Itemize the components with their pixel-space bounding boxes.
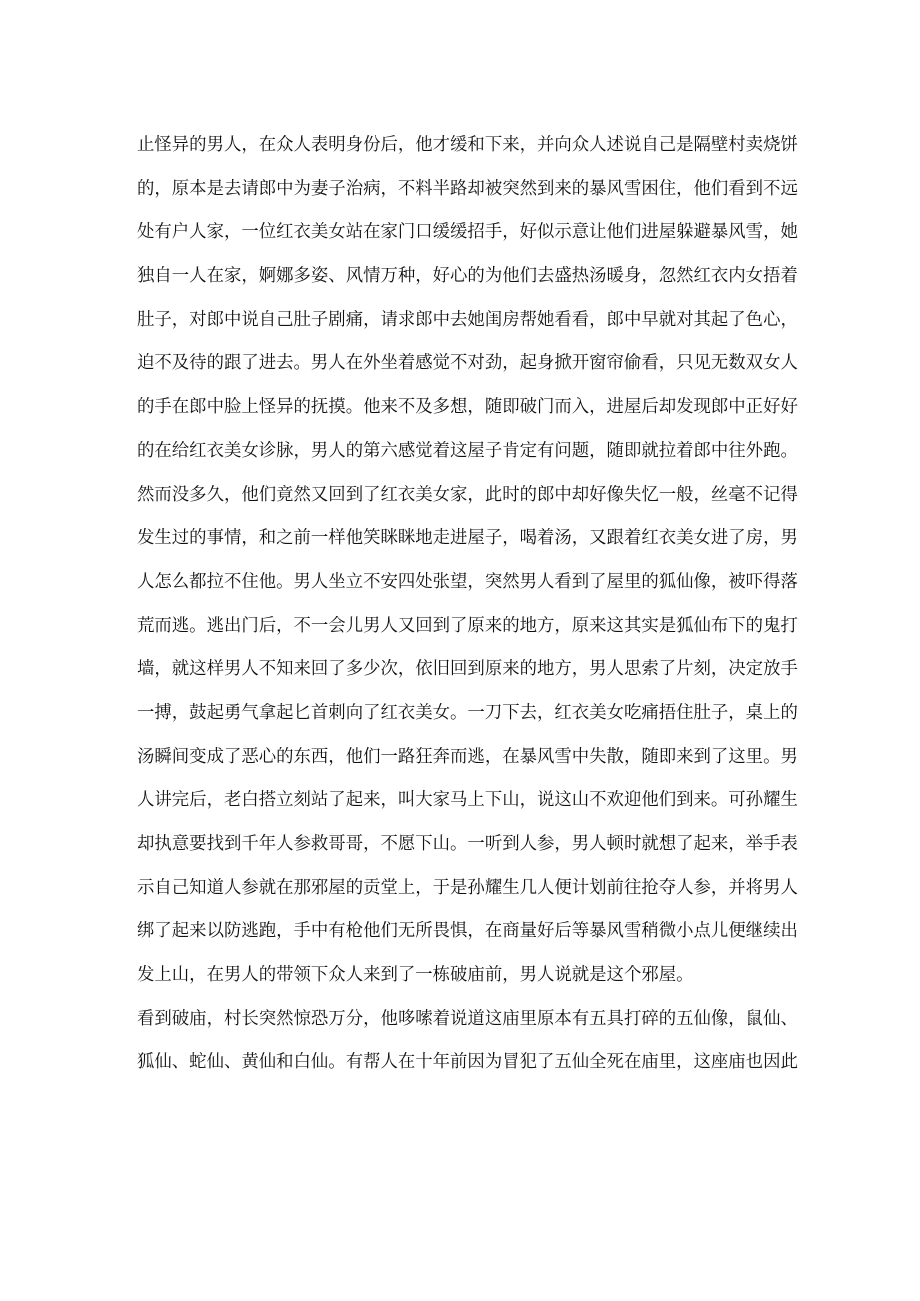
text-line: 止怪异的男人，在众人表明身份后，他才缓和下来，并向众人述说自己是隔壁村卖烧饼	[137, 135, 798, 155]
text-line: 独自一人在家，婀娜多姿、风情万种，好心的为他们去盛热汤暖身，忽然红衣内女捂着	[137, 266, 798, 287]
text-line: 处有户人家，一位红衣美女站在家门口缓缓招手，好似示意让他们进屋躲避暴风雪，她	[137, 222, 798, 243]
text-line: 荒而逃。逃出门后，不一会儿男人又回到了原来的地方，原来这其实是狐仙布下的鬼打	[137, 615, 798, 636]
text-line: 一搏，鼓起勇气拿起匕首刺向了红衣美女。一刀下去，红衣美女吃痛捂住肚子，桌上的	[137, 702, 798, 723]
text-line: 示自己知道人参就在那邪屋的贡堂上，于是孙耀生几人便计划前往抢夺人参，并将男人	[137, 877, 798, 898]
text-line: 绑了起来以防逃跑，手中有枪他们无所畏惧，在商量好后等暴风雪稍微小点儿便继续出	[137, 921, 798, 942]
text-line: 汤瞬间变成了恶心的东西，他们一路狂奔而逃，在暴风雪中失散，随即来到了这里。男	[137, 746, 798, 767]
text-line: 发上山，在男人的带领下众人来到了一栋破庙前，男人说就是这个邪屋。	[137, 965, 694, 986]
text-line: 的在给红衣美女诊脉，男人的第六感觉着这屋子肯定有问题，随即就拉着郎中往外跑。	[137, 440, 798, 461]
text-line: 然而没多久，他们竟然又回到了红衣美女家，此时的郎中却好像失忆一般，丝毫不记得	[137, 484, 798, 505]
text-line: 肚子，对郎中说自己肚子剧痛，请求郎中去她闺房帮她看看，郎中早就对其起了色心，	[137, 309, 798, 330]
text-line: 人怎么都拉不住他。男人坐立不安四处张望，突然男人看到了屋里的狐仙像，被吓得落	[137, 571, 798, 592]
text-line: 迫不及待的跟了进去。男人在外坐着感觉不对劲，起身掀开窗帘偷看，只见无数双女人	[137, 353, 798, 374]
paragraph-1	[137, 124, 797, 474]
text-line: 发生过的事情，和之前一样他笑眯眯地走进屋子，喝着汤，又跟着红衣美女进了房，男	[137, 528, 798, 549]
text-line: 却执意要找到千年人参救哥哥，不愿下山。一听到人参，男人顿时就想了起来，举手表	[137, 834, 798, 854]
text-line: 的，原本是去请郎中为妻子治病，不料半路却被突然到来的暴风雪困住，他们看到不远	[137, 178, 798, 199]
text-line: 看到破庙，村长突然惊恐万分，他哆嗦着说道这庙里原本有五具打碎的五仙像，鼠仙、	[137, 1008, 798, 1029]
document-body	[137, 124, 797, 1085]
text-line: 狐仙、蛇仙、黄仙和白仙。有帮人在十年前因为冒犯了五仙全死在庙里，这座庙也因此	[137, 1052, 798, 1073]
text-line: 墙，就这样男人不知来回了多少次，依旧回到原来的地方，男人思索了片刻，决定放手	[137, 659, 798, 680]
text-line: 人讲完后，老白搭立刻站了起来，叫大家马上下山，说这山不欢迎他们到来。可孙耀生	[137, 790, 798, 811]
text-line: 的手在郎中脸上怪异的抚摸。他来不及多想，随即破门而入，进屋后却发现郎中正好好	[137, 397, 798, 418]
paragraph-2	[137, 474, 797, 998]
paragraph-3	[137, 998, 797, 1085]
